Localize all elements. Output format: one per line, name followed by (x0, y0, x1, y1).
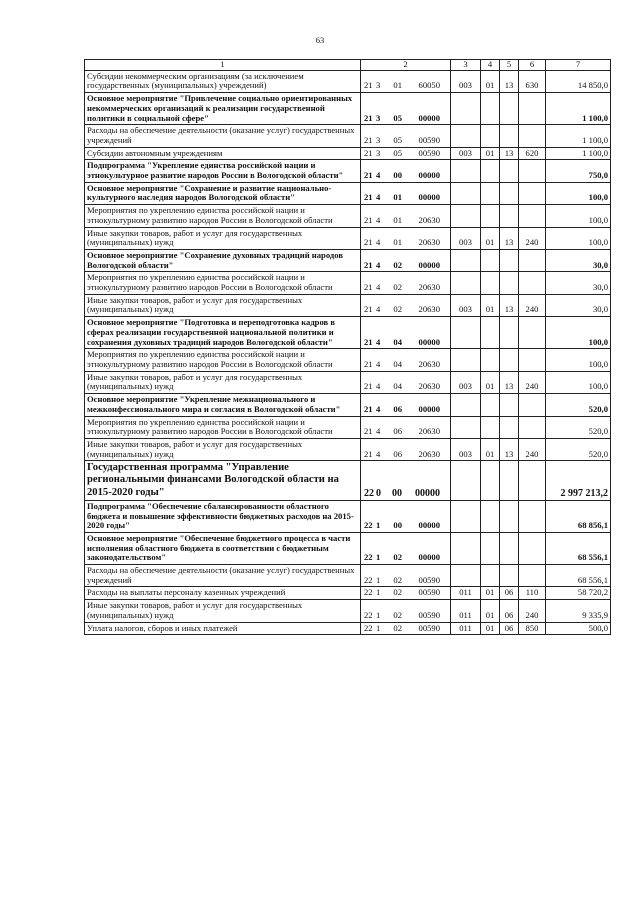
row-name-cell: Подпрограмма "Укрепление единства российской нации и этнокультурное развитие народов России в Вологодской области" (85, 160, 361, 182)
code-part: 00000 (418, 403, 440, 414)
code-part: 4 (376, 170, 381, 181)
table-row (85, 125, 611, 147)
code-part: 3 (376, 80, 381, 91)
subsection-cell: 13 (500, 294, 519, 316)
code-part: 05 (393, 147, 402, 158)
amount-cell: 14 850,0 (546, 70, 611, 92)
code-part: 1 (376, 609, 381, 620)
amount-cell: 68 556,1 (546, 565, 611, 587)
section-cell: 01 (481, 371, 500, 393)
subsection-cell (500, 565, 519, 587)
code-part: 4 (376, 214, 381, 225)
section-cell (481, 532, 500, 564)
code-part: 21 (364, 214, 373, 225)
expense-type-cell (519, 461, 546, 501)
row-name-cell: Основное мероприятие "Укрепление межнационального и межконфессионального мира и согласия в Вологодской области" (85, 394, 361, 416)
target-code-cell (361, 461, 451, 501)
grbs-cell: 003 (451, 371, 481, 393)
code-part: 00000 (418, 336, 440, 347)
code-part: 1 (376, 520, 381, 531)
code-part: 04 (393, 381, 402, 392)
amount-cell: 750,0 (546, 160, 611, 182)
row-name-cell: Основное мероприятие "Привлечение социально ориентированных некоммерческих организаций к реализации государственной политики в социальной сфере" (85, 93, 361, 125)
expense-type-cell: 850 (519, 622, 546, 635)
code-part: 4 (376, 336, 381, 347)
section-cell: 01 (481, 294, 500, 316)
section-cell (481, 500, 500, 532)
code-part: 22 (364, 487, 374, 499)
code-part: 01 (393, 237, 402, 248)
code-part: 21 (364, 192, 373, 203)
code-part: 20630 (418, 214, 440, 225)
subsection-cell (500, 249, 519, 271)
row-name-cell: Иные закупки товаров, работ и услуг для государственных (муниципальных) нужд (85, 438, 361, 460)
budget-table-body (85, 60, 611, 635)
table-row (85, 461, 611, 501)
grbs-cell (451, 249, 481, 271)
table-row (85, 70, 611, 92)
grbs-cell: 003 (451, 147, 481, 160)
expense-type-cell: 240 (519, 600, 546, 622)
code-part: 00590 (418, 609, 440, 620)
code-part: 21 (364, 282, 373, 293)
code-part: 22 (364, 622, 373, 633)
amount-cell: 2 997 213,2 (546, 461, 611, 501)
subsection-cell (500, 317, 519, 349)
code-part: 02 (393, 609, 402, 620)
amount-cell: 100,0 (546, 227, 611, 249)
code-part: 00 (393, 170, 402, 181)
code-part: 3 (376, 112, 381, 123)
code-part: 22 (364, 552, 373, 563)
expense-type-cell (519, 532, 546, 564)
table-row (85, 205, 611, 227)
code-part: 20630 (418, 448, 440, 459)
code-part: 1 (376, 622, 381, 633)
amount-cell: 30,0 (546, 272, 611, 294)
grbs-cell (451, 160, 481, 182)
section-cell (481, 249, 500, 271)
code-part: 00590 (418, 134, 440, 145)
expense-type-cell: 110 (519, 587, 546, 600)
section-cell (481, 205, 500, 227)
target-code-cell (361, 227, 451, 249)
target-code-cell (361, 93, 451, 125)
subsection-cell: 13 (500, 70, 519, 92)
target-code-cell (361, 371, 451, 393)
code-part: 21 (364, 147, 373, 158)
expense-type-cell: 240 (519, 371, 546, 393)
code-part: 4 (376, 282, 381, 293)
table-row (85, 587, 611, 600)
grbs-cell: 003 (451, 438, 481, 460)
row-name-cell: Иные закупки товаров, работ и услуг для государственных (муниципальных) нужд (85, 294, 361, 316)
section-cell (481, 565, 500, 587)
subsection-cell (500, 532, 519, 564)
table-row (85, 600, 611, 622)
target-code-cell (361, 532, 451, 564)
subsection-cell: 13 (500, 227, 519, 249)
section-cell (481, 160, 500, 182)
amount-cell: 1 100,0 (546, 125, 611, 147)
row-name-cell: Мероприятия по укреплению единства российской нации и этнокультурному развитию народов России в Вологодской области (85, 272, 361, 294)
section-cell (481, 182, 500, 204)
target-code-cell (361, 147, 451, 160)
code-part: 00000 (418, 259, 440, 270)
expense-type-cell (519, 93, 546, 125)
amount-cell: 68 856,1 (546, 500, 611, 532)
code-part: 00590 (418, 574, 440, 585)
subsection-cell (500, 461, 519, 501)
grbs-cell (451, 125, 481, 147)
code-part: 00000 (418, 552, 440, 563)
code-part: 02 (393, 622, 402, 633)
code-part: 02 (393, 259, 402, 270)
row-name-cell: Основное мероприятие "Сохранение духовных традиций народов Вологодской области" (85, 249, 361, 271)
table-row (85, 416, 611, 438)
code-part: 4 (376, 381, 381, 392)
code-part: 3 (376, 134, 381, 145)
target-code-cell (361, 416, 451, 438)
code-part: 00590 (418, 587, 440, 598)
subsection-cell: 13 (500, 147, 519, 160)
code-part: 60050 (418, 80, 440, 91)
row-name-cell: Субсидии автономным учреждениям (85, 147, 361, 160)
expense-type-cell (519, 249, 546, 271)
expense-type-cell: 620 (519, 147, 546, 160)
row-name-cell: Подпрограмма "Обеспечение сбалансированности областного бюджета и повышение эффективности бюджетных расходов на 2015-2020 годы" (85, 500, 361, 532)
target-code-cell (361, 70, 451, 92)
amount-cell: 9 335,9 (546, 600, 611, 622)
code-part: 00590 (418, 622, 440, 633)
target-code-cell (361, 349, 451, 371)
grbs-cell (451, 182, 481, 204)
grbs-cell (451, 500, 481, 532)
target-code-cell (361, 500, 451, 532)
code-part: 00000 (418, 520, 440, 531)
code-part: 4 (376, 403, 381, 414)
row-name-cell: Уплата налогов, сборов и иных платежей (85, 622, 361, 635)
target-code-cell (361, 182, 451, 204)
grbs-cell (451, 532, 481, 564)
code-part: 06 (393, 426, 402, 437)
code-part: 22 (364, 587, 373, 598)
section-cell: 01 (481, 587, 500, 600)
code-part: 02 (393, 304, 402, 315)
row-name-cell: Субсидии некоммерческим организациям (за исключением государственных (муниципальных) учреждений) (85, 70, 361, 92)
expense-type-cell: 240 (519, 294, 546, 316)
code-part: 21 (364, 237, 373, 248)
table-header-row (85, 60, 611, 71)
amount-cell: 520,0 (546, 438, 611, 460)
expense-type-cell (519, 160, 546, 182)
section-cell: 01 (481, 70, 500, 92)
code-part: 00000 (418, 112, 440, 123)
expense-type-cell: 240 (519, 438, 546, 460)
subsection-cell: 06 (500, 587, 519, 600)
code-part: 1 (376, 587, 381, 598)
code-part: 21 (364, 381, 373, 392)
subsection-cell (500, 93, 519, 125)
subsection-cell (500, 125, 519, 147)
grbs-cell: 011 (451, 622, 481, 635)
code-part: 4 (376, 192, 381, 203)
table-row (85, 147, 611, 160)
subsection-cell (500, 205, 519, 227)
expense-type-cell: 240 (519, 227, 546, 249)
target-code-cell (361, 294, 451, 316)
table-row (85, 500, 611, 532)
target-code-cell (361, 205, 451, 227)
target-code-cell (361, 587, 451, 600)
code-part: 04 (393, 336, 402, 347)
code-part: 02 (393, 282, 402, 293)
expense-type-cell (519, 394, 546, 416)
row-name-cell: Государственная программа "Управление региональными финансами Вологодской области на 2015-2020 годы" (85, 461, 361, 501)
table-row (85, 532, 611, 564)
expense-type-cell (519, 349, 546, 371)
code-part: 21 (364, 80, 373, 91)
subsection-cell (500, 394, 519, 416)
target-code-cell (361, 317, 451, 349)
code-part: 21 (364, 426, 373, 437)
code-part: 00 (392, 487, 402, 499)
code-part: 05 (393, 112, 402, 123)
expense-type-cell (519, 500, 546, 532)
table-row (85, 294, 611, 316)
section-cell: 01 (481, 622, 500, 635)
expense-type-cell (519, 125, 546, 147)
code-part: 21 (364, 304, 373, 315)
target-code-cell (361, 272, 451, 294)
code-part: 06 (393, 403, 402, 414)
table-row (85, 371, 611, 393)
code-part: 21 (364, 259, 373, 270)
section-cell (481, 93, 500, 125)
grbs-cell: 011 (451, 587, 481, 600)
header-cell: 4 (481, 60, 500, 71)
subsection-cell: 13 (500, 371, 519, 393)
code-part: 4 (376, 259, 381, 270)
amount-cell: 58 720,2 (546, 587, 611, 600)
code-part: 22 (364, 520, 373, 531)
section-cell: 01 (481, 147, 500, 160)
amount-cell: 520,0 (546, 394, 611, 416)
code-part: 21 (364, 336, 373, 347)
table-row (85, 565, 611, 587)
subsection-cell: 13 (500, 438, 519, 460)
code-part: 4 (376, 426, 381, 437)
target-code-cell (361, 565, 451, 587)
target-code-cell (361, 394, 451, 416)
code-part: 02 (393, 587, 402, 598)
code-part: 20630 (418, 381, 440, 392)
header-cell: 5 (500, 60, 519, 71)
row-name-cell: Иные закупки товаров, работ и услуг для государственных (муниципальных) нужд (85, 227, 361, 249)
code-part: 01 (393, 80, 402, 91)
section-cell (481, 125, 500, 147)
row-name-cell: Расходы на обеспечение деятельности (оказание услуг) государственных учреждений (85, 125, 361, 147)
amount-cell: 1 100,0 (546, 93, 611, 125)
section-cell: 01 (481, 600, 500, 622)
subsection-cell (500, 160, 519, 182)
row-name-cell: Иные закупки товаров, работ и услуг для государственных (муниципальных) нужд (85, 600, 361, 622)
table-row (85, 249, 611, 271)
code-part: 1 (376, 574, 381, 585)
header-cell: 3 (451, 60, 481, 71)
grbs-cell: 003 (451, 294, 481, 316)
amount-cell: 500,0 (546, 622, 611, 635)
code-part: 21 (364, 170, 373, 181)
amount-cell: 100,0 (546, 349, 611, 371)
table-row (85, 182, 611, 204)
expense-type-cell: 630 (519, 70, 546, 92)
code-part: 1 (376, 552, 381, 563)
table-row (85, 622, 611, 635)
section-cell: 01 (481, 438, 500, 460)
code-part: 00000 (418, 192, 440, 203)
code-part: 01 (393, 214, 402, 225)
target-code-cell (361, 125, 451, 147)
row-name-cell: Расходы на выплаты персоналу казенных учреждений (85, 587, 361, 600)
amount-cell: 30,0 (546, 294, 611, 316)
row-name-cell: Мероприятия по укреплению единства российской нации и этнокультурному развитию народов России в Вологодской области (85, 416, 361, 438)
expense-type-cell (519, 272, 546, 294)
code-part: 21 (364, 358, 373, 369)
subsection-cell (500, 416, 519, 438)
amount-cell: 520,0 (546, 416, 611, 438)
code-part: 20630 (418, 426, 440, 437)
subsection-cell (500, 500, 519, 532)
section-cell (481, 272, 500, 294)
target-code-cell (361, 160, 451, 182)
code-part: 22 (364, 609, 373, 620)
table-row (85, 160, 611, 182)
amount-cell: 68 556,1 (546, 532, 611, 564)
row-name-cell: Расходы на обеспечение деятельности (оказание услуг) государственных учреждений (85, 565, 361, 587)
expense-type-cell (519, 205, 546, 227)
table-row (85, 272, 611, 294)
grbs-cell (451, 93, 481, 125)
code-part: 04 (393, 358, 402, 369)
code-part: 01 (393, 192, 402, 203)
code-part: 21 (364, 112, 373, 123)
table-row (85, 349, 611, 371)
code-part: 4 (376, 304, 381, 315)
row-name-cell: Основное мероприятие "Сохранение и развитие национально-культурного наследия народов Вологодской области" (85, 182, 361, 204)
code-part: 3 (376, 147, 381, 158)
amount-cell: 30,0 (546, 249, 611, 271)
code-part: 20630 (418, 282, 440, 293)
amount-cell: 100,0 (546, 205, 611, 227)
amount-cell: 100,0 (546, 371, 611, 393)
section-cell (481, 416, 500, 438)
code-part: 21 (364, 448, 373, 459)
grbs-cell: 011 (451, 600, 481, 622)
section-cell (481, 317, 500, 349)
page-number: 63 (315, 35, 325, 45)
amount-cell: 100,0 (546, 182, 611, 204)
expense-type-cell (519, 182, 546, 204)
grbs-cell (451, 461, 481, 501)
table-row (85, 317, 611, 349)
code-part: 0 (376, 487, 381, 499)
grbs-cell (451, 565, 481, 587)
expense-type-cell (519, 565, 546, 587)
grbs-cell (451, 272, 481, 294)
grbs-cell (451, 349, 481, 371)
header-cell: 7 (546, 60, 611, 71)
table-row (85, 93, 611, 125)
code-part: 05 (393, 134, 402, 145)
section-cell (481, 349, 500, 371)
code-part: 20630 (418, 237, 440, 248)
code-part: 21 (364, 403, 373, 414)
row-name-cell: Иные закупки товаров, работ и услуг для государственных (муниципальных) нужд (85, 371, 361, 393)
code-part: 00 (393, 520, 402, 531)
amount-cell: 100,0 (546, 317, 611, 349)
grbs-cell (451, 394, 481, 416)
grbs-cell (451, 317, 481, 349)
row-name-cell: Основное мероприятие "Подготовка и переподготовка кадров в сферах реализации государственной национальной политики и сохранения духовных традиций народов Вологодской области" (85, 317, 361, 349)
subsection-cell: 06 (500, 600, 519, 622)
table-row (85, 394, 611, 416)
grbs-cell: 003 (451, 227, 481, 249)
target-code-cell (361, 622, 451, 635)
code-part: 00000 (418, 170, 440, 181)
code-part: 4 (376, 358, 381, 369)
header-cell: 2 (361, 60, 451, 71)
header-cell: 6 (519, 60, 546, 71)
code-part: 02 (393, 552, 402, 563)
code-part: 4 (376, 237, 381, 248)
expense-type-cell (519, 416, 546, 438)
code-part: 20630 (418, 304, 440, 315)
row-name-cell: Мероприятия по укреплению единства российской нации и этнокультурному развитию народов России в Вологодской области (85, 205, 361, 227)
code-part: 06 (393, 448, 402, 459)
budget-table (84, 59, 611, 635)
code-part: 00590 (418, 147, 440, 158)
grbs-cell (451, 205, 481, 227)
subsection-cell: 06 (500, 622, 519, 635)
amount-cell: 1 100,0 (546, 147, 611, 160)
row-name-cell: Основное мероприятие "Обеспечение бюджетного процесса в части исполнения областного бюджета в соответствии с бюджетным законодательством" (85, 532, 361, 564)
code-part: 20630 (418, 358, 440, 369)
code-part: 22 (364, 574, 373, 585)
row-name-cell: Мероприятия по укреплению единства российской нации и этнокультурному развитию народов России в Вологодской области (85, 349, 361, 371)
expense-type-cell (519, 317, 546, 349)
subsection-cell (500, 349, 519, 371)
table-row (85, 227, 611, 249)
section-cell: 01 (481, 227, 500, 249)
section-cell (481, 394, 500, 416)
subsection-cell (500, 272, 519, 294)
section-cell (481, 461, 500, 501)
target-code-cell (361, 600, 451, 622)
code-part: 21 (364, 134, 373, 145)
grbs-cell: 003 (451, 70, 481, 92)
code-part: 02 (393, 574, 402, 585)
header-cell: 1 (85, 60, 361, 71)
target-code-cell (361, 438, 451, 460)
code-part: 00000 (415, 487, 440, 499)
subsection-cell (500, 182, 519, 204)
grbs-cell (451, 416, 481, 438)
target-code-cell (361, 249, 451, 271)
table-row (85, 438, 611, 460)
code-part: 4 (376, 448, 381, 459)
